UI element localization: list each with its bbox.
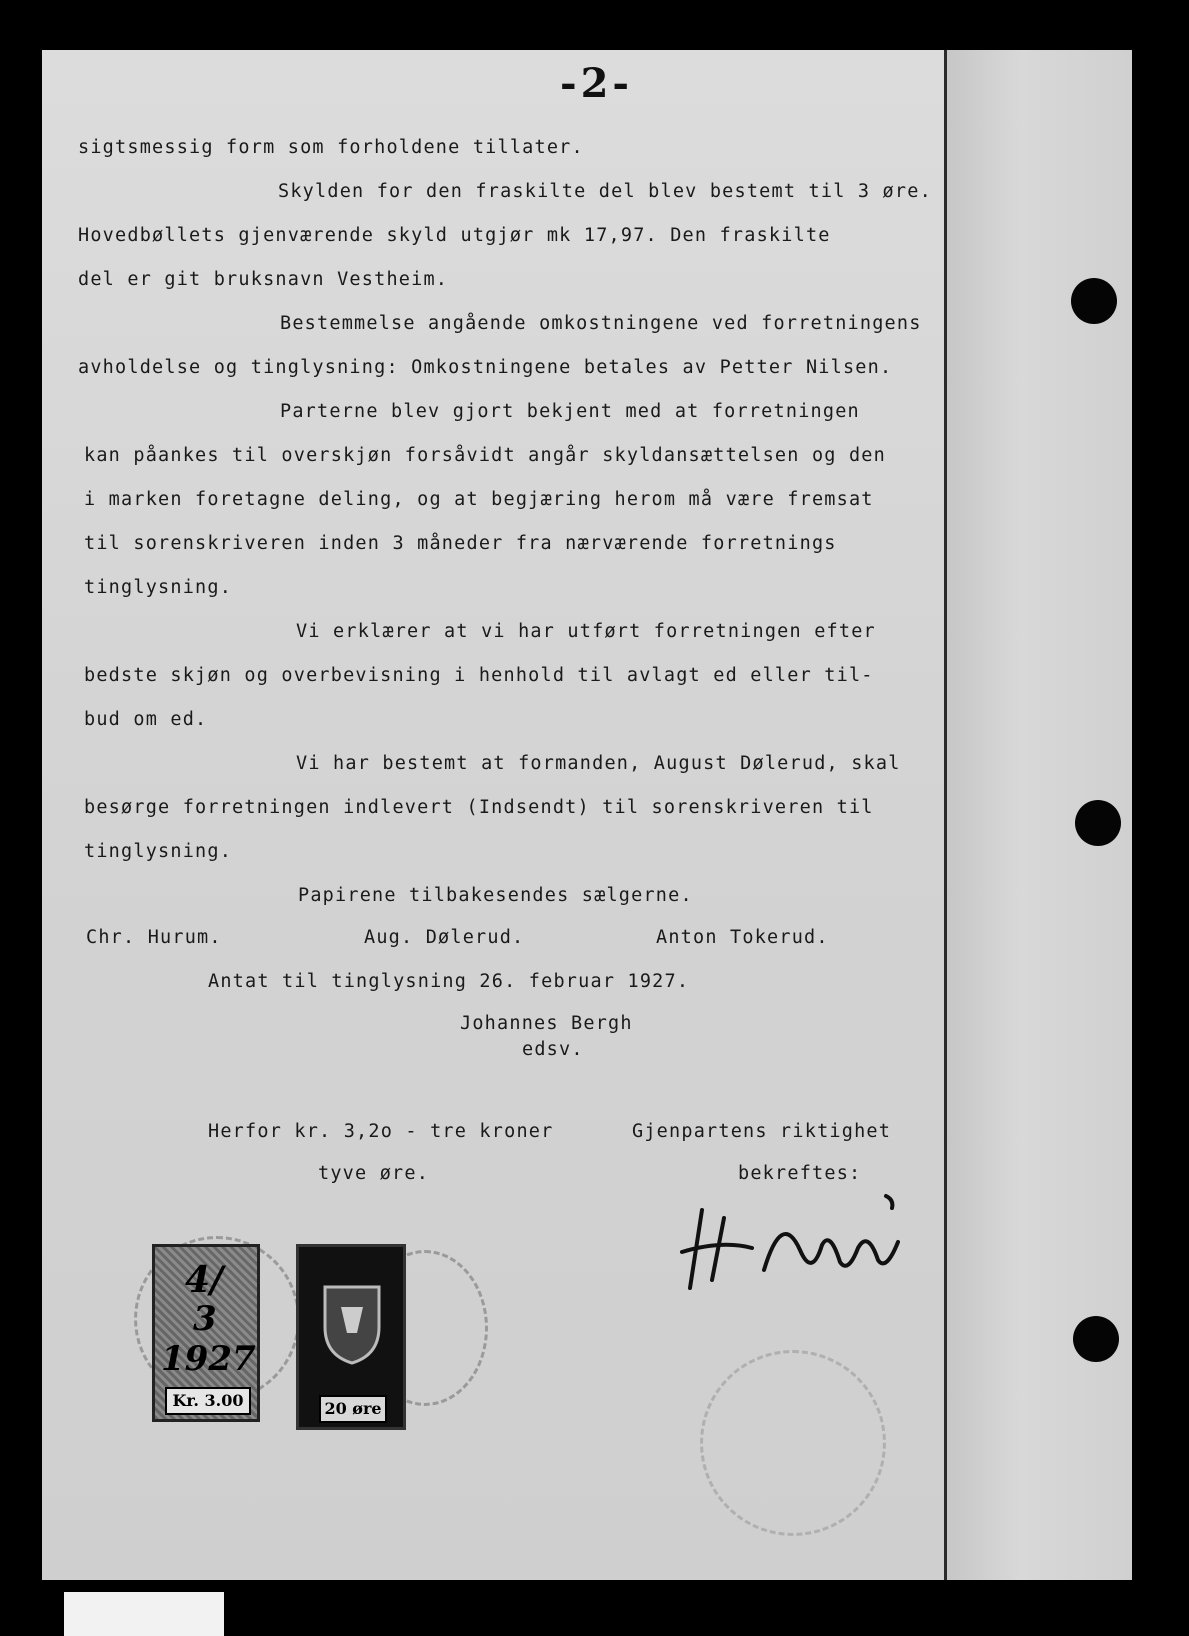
text-line: besørge forretningen indlevert (Indsendt) til sorenskriveren til — [84, 797, 874, 818]
text-line: bud om ed. — [84, 709, 208, 730]
revenue-stamp — [296, 1244, 406, 1430]
text-line: del er git bruksnavn Vestheim. — [78, 269, 449, 290]
text-line: i marken foretagne deling, og at begjæring herom må være fremsat — [84, 489, 874, 510]
scan-label-box — [64, 1592, 224, 1636]
stamp-handwriting: 4/ — [185, 1259, 224, 1301]
signatory-name: Aug. Dølerud. — [364, 927, 525, 948]
text-line: Papirene tilbakesendes sælgerne. — [298, 885, 693, 906]
registrar-name: Johannes Bergh — [460, 1013, 633, 1034]
fold-line — [944, 50, 947, 1580]
stamp-value: Kr. 3.00 — [165, 1387, 251, 1415]
fee-line: tyve øre. — [318, 1163, 430, 1184]
text-line: sigtsmessig form som forholdene tillater. — [78, 137, 584, 158]
fee-line: Herfor kr. 3,2o - tre kroner — [208, 1121, 554, 1142]
certification-line: bekreftes: — [738, 1163, 862, 1184]
punch-hole — [1075, 800, 1121, 846]
punch-hole — [1071, 278, 1117, 324]
text-line: kan påankes til overskjøn forsåvidt angår skyldansættelsen og den — [84, 445, 886, 466]
page-number: -2- — [560, 60, 634, 107]
text-line: Bestemmelse angående omkostningene ved forretningens — [280, 313, 922, 334]
text-line: tinglysning. — [84, 577, 233, 598]
punch-hole — [1073, 1316, 1119, 1362]
text-line: Skylden for den fraskilte del blev bestemt til 3 øre. — [278, 181, 932, 202]
revenue-stamp — [152, 1244, 260, 1422]
stamp-value: 20 øre — [319, 1395, 387, 1423]
signatory-name: Chr. Hurum. — [86, 927, 222, 948]
text-line: tinglysning. — [84, 841, 233, 862]
coat-of-arms-icon — [317, 1277, 387, 1367]
text-line: Hovedbøllets gjenværende skyld utgjør mk 17,97. Den fraskilte — [78, 225, 831, 246]
official-seal — [700, 1350, 886, 1536]
text-line: bedste skjøn og overbevisning i henhold til avlagt ed eller til- — [84, 665, 874, 686]
text-line: Parterne blev gjort bekjent med at forretningen — [280, 401, 860, 422]
certification-line: Gjenpartens riktighet — [632, 1121, 892, 1142]
registrar-title: edsv. — [522, 1039, 584, 1060]
text-line: Vi har bestemt at formanden, August Dølerud, skal — [296, 753, 901, 774]
handwritten-signature — [672, 1190, 912, 1300]
text-line: til sorenskriveren inden 3 måneder fra nærværende forretnings — [84, 533, 837, 554]
text-line: avholdelse og tinglysning: Omkostningene betales av Petter Nilsen. — [78, 357, 893, 378]
signatory-name: Anton Tokerud. — [656, 927, 829, 948]
stamp-handwriting: 1927 — [161, 1339, 256, 1379]
registration-note: Antat til tinglysning 26. februar 1927. — [208, 971, 690, 992]
text-line: Vi erklærer at vi har utført forretningen efter — [296, 621, 876, 642]
stamp-handwriting: 3 — [193, 1299, 217, 1339]
